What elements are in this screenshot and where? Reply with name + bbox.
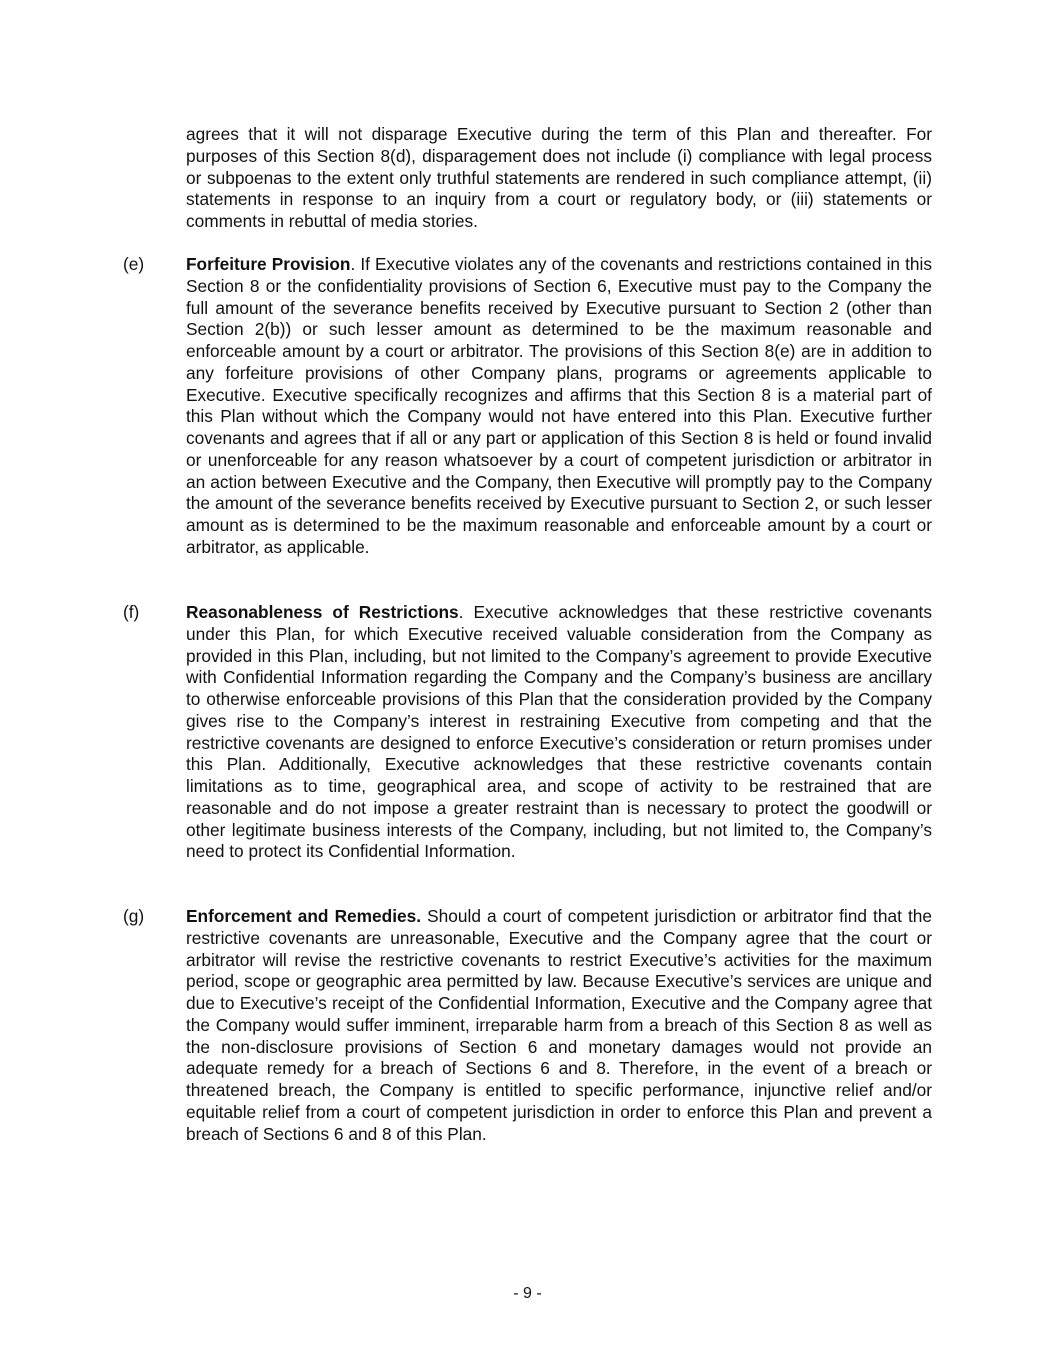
section-f-heading-punct: . [458, 602, 464, 622]
section-f-heading: Reasonableness of Restrictions [186, 602, 459, 622]
section-e-heading: Forfeiture Provision [186, 254, 351, 274]
section-f-paragraph [186, 602, 932, 863]
section-g-body: Should a court of competent jurisdiction or arbitrator find that the restrictive covenants are unreasonable, Executive and the Company agree that the court or arbitrator will revise the restrictive covenants to restrict Executive’s activities for the maximum period, scope or geographic area permitted by law. Because Executive’s services are unique and due to Executive’s receipt of the Confidential Information, Executive and the Company agree that the Company would suffer imminent, irreparable harm from a breach of this Section 8 as well as the non-disclosure provisions of Section 6 and monetary damages would not provide an adequate remedy for a breach of Sections 6 and 8. Therefore, in the event of a breach or threatened breach, the Company is entitled to specific performance, injunctive relief and/or equitable relief from a court of competent jurisdiction in order to enforce this Plan and prevent a breach of Sections 6 and 8 of this Plan. [186, 906, 932, 1144]
continuation-paragraph: agrees that it will not disparage Executive during the term of this Plan and thereafter. For purposes of this Section 8(d), disparagement does not include (i) compliance with legal process or subpoenas to the extent only truthful statements are rendered in such compliance attempt, (ii) statements in response to an inquiry from a court or regulatory body, or (iii) statements or comments in rebuttal of media stories. [186, 124, 932, 231]
section-e-label: (e) [123, 254, 145, 274]
section-e-body: If Executive violates any of the covenants and restrictions contained in this Section 8 or the confidentiality provisions of Section 6, Executive must pay to the Company the full amount of the severance benefits received by Executive pursuant to Section 2 (other than Section 2(b)) or such lesser amount as determined to be the maximum reasonable and enforceable amount by a court or arbitrator. The provisions of this Section 8(e) are in addition to any forfeiture provisions of other Company plans, programs or agreements applicable to Executive. Executive specifically recognizes and affirms that this Section 8 is a material part of this Plan without which the Company would not have entered into this Plan. Executive further covenants and agrees that if all or any part or application of this Section 8 is held or found invalid or unenforceable for any reason whatsoever by a court of competent jurisdiction or arbitrator in an action between Executive and the Company, then Executive will promptly pay to the Company the amount of the severance benefits received by Executive pursuant to Section 2, or such lesser amount as is determined to be the maximum reasonable and enforceable amount by a court or arbitrator, as applicable. [186, 254, 932, 557]
section-g-paragraph [186, 906, 932, 1145]
section-e-paragraph [186, 254, 932, 559]
page-number: - 9 - [513, 1285, 542, 1302]
section-f-label: (f) [123, 602, 140, 622]
section-e-heading-punct: . [350, 254, 356, 274]
section-f-body: Executive acknowledges that these restrictive covenants under this Plan, for which Executive received valuable consideration from the Company as provided in this Plan, including, but not limited to the Company’s agreement to provide Executive with Confidential Information regarding the Company and the Company’s business are ancillary to otherwise enforceable provisions of this Plan that the consideration provided by the Company gives rise to the Company’s interest in restraining Executive from competing and that the restrictive covenants are designed to enforce Executive’s consideration or return promises under this Plan. Additionally, Executive acknowledges that these restrictive covenants contain limitations as to time, geographical area, and scope of activity to be restrained that are reasonable and do not impose a greater restraint than is necessary to protect the goodwill or other legitimate business interests of the Company, including, but not limited to, the Company’s need to protect its Confidential Information. [186, 602, 932, 862]
section-g-label: (g) [123, 906, 145, 926]
section-g-heading: Enforcement and Remedies. [186, 906, 422, 926]
